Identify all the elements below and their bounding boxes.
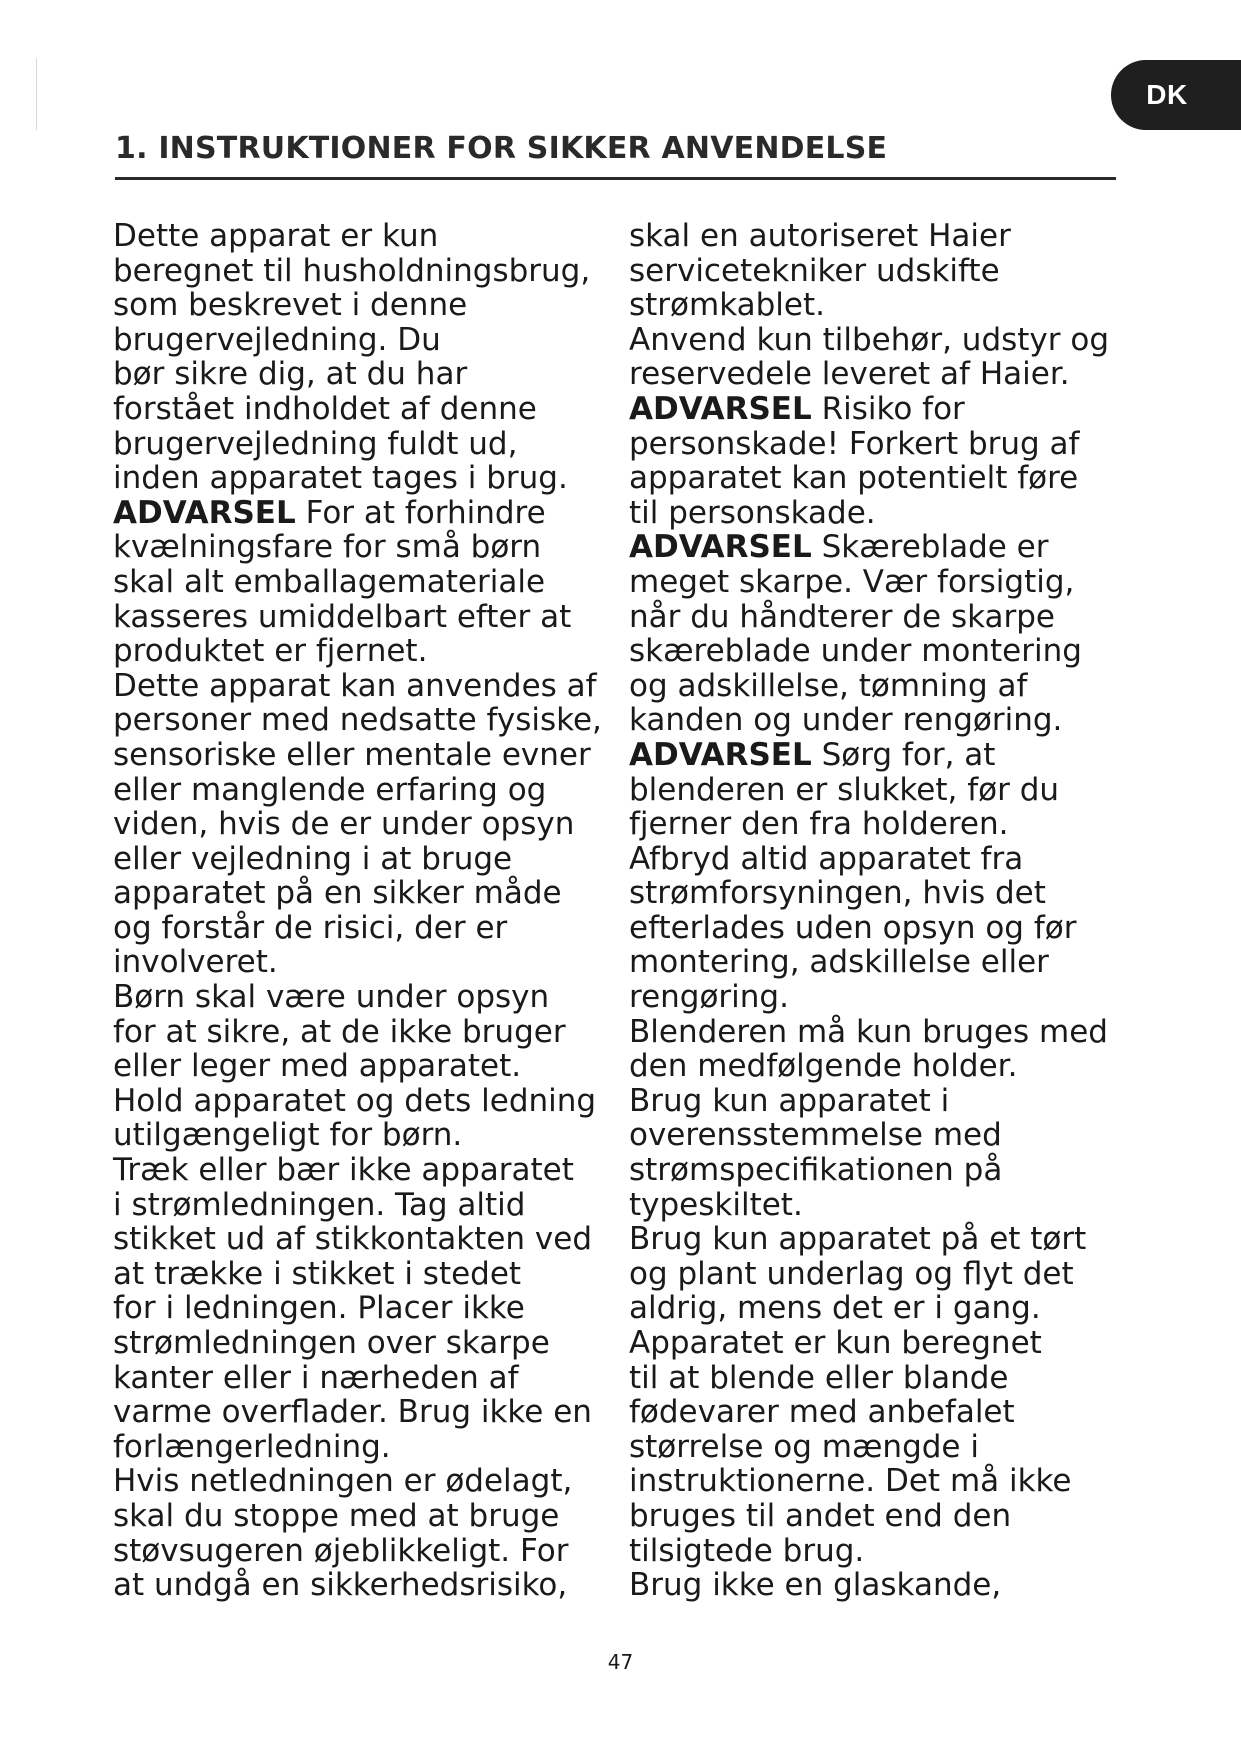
text-line xyxy=(113,392,602,427)
text-line xyxy=(629,911,1109,946)
text-line xyxy=(113,842,602,877)
text-line xyxy=(113,1153,602,1188)
text-line xyxy=(113,1084,602,1119)
text-line xyxy=(113,288,602,323)
line-text: fødevarer med anbefalet xyxy=(629,1394,1015,1431)
line-text: apparatet kan potentielt føre xyxy=(629,460,1079,497)
line-text: efterlades uden opsyn og før xyxy=(629,909,1077,946)
text-line xyxy=(629,1499,1109,1534)
left-text-column xyxy=(113,219,602,1603)
text-line xyxy=(113,1118,602,1153)
text-line xyxy=(113,1188,602,1223)
text-line xyxy=(629,1568,1109,1603)
text-line xyxy=(629,842,1109,877)
line-text: Blenderen må kun bruges med xyxy=(629,1013,1108,1050)
line-text: at undgå en sikkerhedsrisiko, xyxy=(113,1567,568,1604)
line-text: instruktionerne. Det må ikke xyxy=(629,1463,1072,1500)
line-text: reservedele leveret af Haier. xyxy=(629,356,1070,393)
text-line xyxy=(629,945,1109,980)
text-line xyxy=(113,530,602,565)
text-line xyxy=(629,288,1109,323)
text-line xyxy=(629,357,1109,392)
text-line xyxy=(113,565,602,600)
line-text: brugervejledning. Du xyxy=(113,321,441,358)
line-text: For at forhindre xyxy=(295,494,546,531)
line-text: Afbryd altid apparatet fra xyxy=(629,840,1024,877)
line-text: strømkablet. xyxy=(629,287,825,324)
line-text: Anvend kun tilbehør, udstyr og xyxy=(629,321,1110,358)
line-text: Skæreblade er xyxy=(811,529,1049,566)
line-text: aldrig, mens det er i gang. xyxy=(629,1290,1041,1327)
line-text: skal du stoppe med at bruge xyxy=(113,1497,560,1534)
text-line xyxy=(113,1257,602,1292)
text-line xyxy=(113,1291,602,1326)
text-line xyxy=(629,496,1109,531)
line-text: til personskade. xyxy=(629,494,876,531)
text-line xyxy=(113,254,602,289)
line-text: den medfølgende holder. xyxy=(629,1048,1018,1085)
language-tab xyxy=(1111,60,1241,130)
text-line xyxy=(113,634,602,669)
line-text: beregnet til husholdningsbrug, xyxy=(113,252,591,289)
text-line xyxy=(629,1084,1109,1119)
line-text: utilgængeligt for børn. xyxy=(113,1117,463,1154)
text-line xyxy=(113,461,602,496)
line-text: kanden og under rengøring. xyxy=(629,702,1063,739)
page-number: 47 xyxy=(607,1650,634,1674)
text-line xyxy=(629,1291,1109,1326)
text-line xyxy=(629,634,1109,669)
line-text: bruges til andet end den xyxy=(629,1497,1012,1534)
line-text: rengøring. xyxy=(629,979,789,1016)
line-text: typeskiltet. xyxy=(629,1186,803,1223)
text-line xyxy=(629,703,1109,738)
text-line xyxy=(629,392,1109,427)
text-line xyxy=(113,980,602,1015)
text-line xyxy=(629,1222,1109,1257)
text-line xyxy=(629,1395,1109,1430)
section-title: 1. INSTRUKTIONER FOR SIKKER ANVENDELSE xyxy=(115,131,888,166)
text-line xyxy=(113,323,602,358)
line-text: produktet er fjernet. xyxy=(113,633,428,670)
line-text: strømledningen over skarpe xyxy=(113,1325,550,1361)
warning-label: ADVARSEL xyxy=(113,494,296,531)
text-line xyxy=(629,323,1109,358)
line-text: Børn skal være under opsyn xyxy=(113,979,550,1016)
text-line xyxy=(629,1049,1109,1084)
warning-label: ADVARSEL xyxy=(629,390,812,427)
text-line xyxy=(629,1534,1109,1569)
text-line xyxy=(629,427,1109,462)
line-text: Brug ikke en glaskande, xyxy=(629,1567,1002,1604)
text-line xyxy=(113,357,602,392)
line-text: Risiko for xyxy=(811,390,965,427)
text-line xyxy=(629,1430,1109,1465)
text-line xyxy=(113,1534,602,1569)
text-line xyxy=(629,669,1109,704)
language-code: DK xyxy=(1146,79,1188,110)
line-text: skal alt emballagemateriale xyxy=(113,563,546,600)
text-line xyxy=(629,876,1109,911)
text-line xyxy=(629,1257,1109,1292)
line-text: for at sikre, at de ikke bruger xyxy=(113,1013,566,1050)
line-text: brugervejledning fuldt ud, xyxy=(113,425,518,462)
line-text: Brug kun apparatet i xyxy=(629,1082,950,1119)
line-text: tilsigtede brug. xyxy=(629,1532,865,1569)
text-line xyxy=(113,496,602,531)
warning-label: ADVARSEL xyxy=(629,529,812,566)
line-text: stikket ud af stikkontakten ved xyxy=(113,1221,593,1258)
line-text: kanter eller i nærheden af xyxy=(113,1359,519,1396)
text-line xyxy=(113,1499,602,1534)
text-line xyxy=(113,1568,602,1603)
text-line xyxy=(629,1153,1109,1188)
line-text: fjerner den fra holderen. xyxy=(629,806,1009,843)
line-text: til at blende eller blande xyxy=(629,1359,1009,1396)
line-text: involveret. xyxy=(113,944,278,981)
line-text: størrelse og mængde i xyxy=(629,1428,979,1465)
right-text-column xyxy=(629,219,1109,1603)
line-text: Hvis netledningen er ødelagt, xyxy=(113,1463,573,1500)
text-line xyxy=(629,1464,1109,1499)
text-line xyxy=(113,1222,602,1257)
text-line xyxy=(629,980,1109,1015)
line-text: bør sikre dig, at du har xyxy=(113,356,468,393)
text-line xyxy=(113,703,602,738)
line-text: som beskrevet i denne xyxy=(113,287,468,324)
line-text: at trække i stikket i stedet xyxy=(113,1255,522,1292)
text-line xyxy=(629,565,1109,600)
text-line xyxy=(113,1395,602,1430)
line-text: Dette apparat kan anvendes af xyxy=(113,667,597,704)
line-text: Sørg for, at xyxy=(811,736,996,773)
text-line xyxy=(113,1361,602,1396)
line-text: Hold apparatet og dets ledning xyxy=(113,1082,597,1119)
text-line xyxy=(629,1118,1109,1153)
text-line xyxy=(629,1188,1109,1223)
line-text: blenderen er slukket, før du xyxy=(629,771,1060,808)
text-line xyxy=(113,669,602,704)
line-text: servicetekniker udskifte xyxy=(629,252,1000,289)
line-text: Brug kun apparatet på et tørt xyxy=(629,1221,1087,1258)
text-line xyxy=(113,876,602,911)
text-line xyxy=(113,945,602,980)
text-line xyxy=(629,254,1109,289)
title-underline xyxy=(115,177,1116,180)
line-text: varme overflader. Brug ikke en xyxy=(113,1394,592,1431)
line-text: eller manglende erfaring og xyxy=(113,771,547,808)
line-text: skal en autoriseret Haier xyxy=(629,218,1011,254)
line-text: personskade! Forkert brug af xyxy=(629,425,1080,462)
line-text: og forstår de risici, der er xyxy=(113,909,508,946)
line-text: meget skarpe. Vær forsigtig, xyxy=(629,563,1075,600)
line-text: og adskillelse, tømning af xyxy=(629,667,1028,704)
line-text: Apparatet er kun beregnet xyxy=(629,1325,1042,1361)
text-line xyxy=(629,773,1109,808)
text-line xyxy=(113,219,602,254)
line-text: strømforsyningen, hvis det xyxy=(629,875,1046,912)
text-line xyxy=(113,1430,602,1465)
text-line xyxy=(113,1326,602,1361)
line-text: forstået indholdet af denne xyxy=(113,390,537,427)
warning-label: ADVARSEL xyxy=(629,736,812,773)
text-line xyxy=(629,461,1109,496)
text-line xyxy=(629,219,1109,254)
text-line xyxy=(629,530,1109,565)
text-line xyxy=(113,1015,602,1050)
line-text: eller vejledning i at bruge xyxy=(113,840,513,877)
text-line xyxy=(629,1015,1109,1050)
text-line xyxy=(629,807,1109,842)
line-text: montering, adskillelse eller xyxy=(629,944,1049,981)
line-text: og plant underlag og flyt det xyxy=(629,1255,1074,1292)
line-text: i strømledningen. Tag altid xyxy=(113,1186,526,1223)
line-text: viden, hvis de er under opsyn xyxy=(113,806,575,843)
margin-line xyxy=(36,58,37,130)
text-line xyxy=(113,773,602,808)
text-line xyxy=(113,600,602,635)
text-line xyxy=(629,600,1109,635)
line-text: Træk eller bær ikke apparatet xyxy=(113,1152,574,1189)
line-text: forlængerledning. xyxy=(113,1428,391,1465)
text-line xyxy=(629,1361,1109,1396)
line-text: overensstemmelse med xyxy=(629,1117,1002,1154)
line-text: skæreblade under montering xyxy=(629,633,1082,670)
text-line xyxy=(113,807,602,842)
line-text: kasseres umiddelbart efter at xyxy=(113,598,572,635)
line-text: Dette apparat er kun xyxy=(113,218,439,254)
text-line xyxy=(629,1326,1109,1361)
text-line xyxy=(113,427,602,462)
text-line xyxy=(113,1049,602,1084)
line-text: når du håndterer de skarpe xyxy=(629,598,1056,635)
text-line xyxy=(629,738,1109,773)
line-text: for i ledningen. Placer ikke xyxy=(113,1290,525,1327)
line-text: apparatet på en sikker måde xyxy=(113,875,562,912)
line-text: kvælningsfare for små børn xyxy=(113,529,542,566)
line-text: sensoriske eller mentale evner xyxy=(113,736,591,773)
line-text: strømspecifikationen på xyxy=(629,1152,1003,1189)
text-line xyxy=(113,911,602,946)
line-text: personer med nedsatte fysiske, xyxy=(113,702,602,739)
line-text: eller leger med apparatet. xyxy=(113,1048,522,1085)
text-line xyxy=(113,1464,602,1499)
line-text: inden apparatet tages i brug. xyxy=(113,460,568,497)
text-line xyxy=(113,738,602,773)
line-text: støvsugeren øjeblikkeligt. For xyxy=(113,1532,569,1569)
